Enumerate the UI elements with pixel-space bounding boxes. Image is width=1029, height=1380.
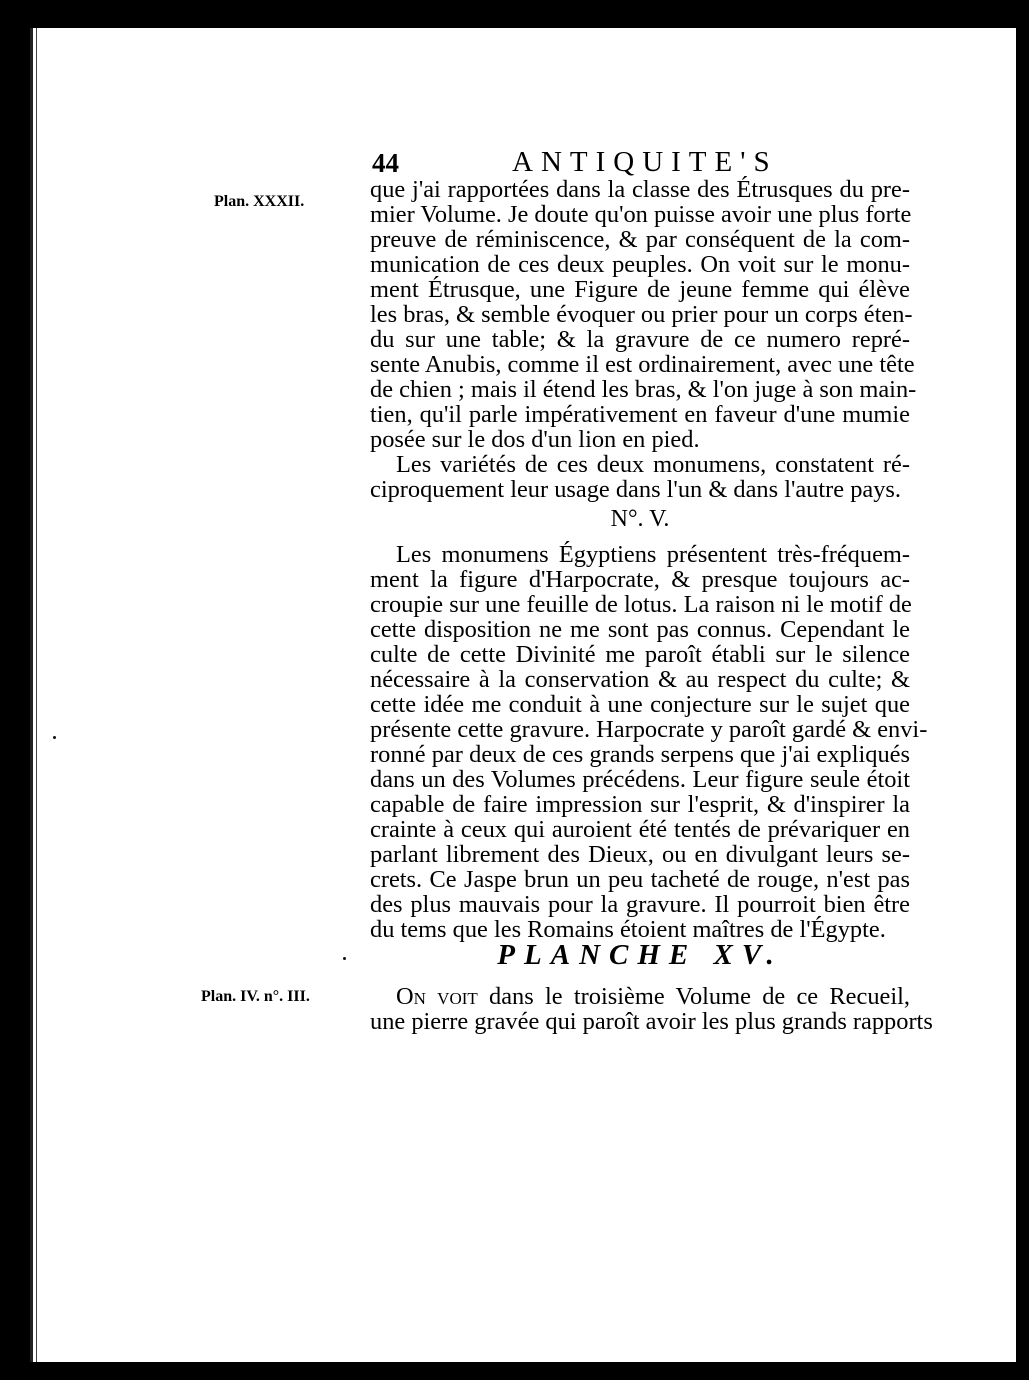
text-line: une pierre gravée qui paroît avoir les plus grands rapports <box>370 1008 933 1035</box>
text-line: de chien ; mais il étend les bras, & l'on juge à son main- <box>370 376 917 403</box>
book-page <box>30 28 1016 1362</box>
text-line: du tems que les Romains étoient maîtres de l'Égypte. <box>370 916 886 943</box>
text-line: Les monumens Égyptiens présentent très-fréquem- <box>396 541 910 568</box>
binding-edge <box>30 28 40 1362</box>
page-number: 44 <box>372 148 399 178</box>
text-line: crets. Ce Jaspe brun un peu tacheté de rouge, n'est pas <box>370 866 910 893</box>
speck-mark <box>343 957 346 960</box>
text-line: ciproquement leur usage dans l'un & dans l'autre pays. <box>370 476 902 503</box>
text-line: les bras, & semble évoquer ou prier pour un corps éten- <box>370 301 913 328</box>
small-caps-opening: On voit <box>396 983 478 1010</box>
text-line: ment Étrusque, une Figure de jeune femme qui élève <box>370 276 910 303</box>
text-line: présente cette gravure. Harpocrate y paroît gardé & envi- <box>370 716 928 743</box>
paragraph-1 <box>370 176 917 453</box>
running-title: ANTIQUITE'S <box>512 146 778 178</box>
text-line: que j'ai rapportées dans la classe des Étrusques du pre- <box>370 176 910 203</box>
text-line: cette disposition ne me sont pas connus. Cependant le <box>370 616 910 643</box>
paragraph-2 <box>370 452 910 502</box>
margin-note-plate-reference: Plan. XXXII. <box>214 193 305 210</box>
text-line: sente Anubis, comme il est ordinairement, avec une tête <box>370 351 915 378</box>
text-line: posée sur le dos d'un lion en pied. <box>370 426 700 453</box>
plate-heading: PLANCHE XV. <box>497 939 783 971</box>
text-line: du sur une table; & la gravure de ce numero repré- <box>370 326 910 353</box>
text-line: des plus mauvais pour la gravure. Il pourroit bien être <box>370 891 910 918</box>
text-line: crainte à ceux qui auroient été tentés de prévariquer en <box>370 816 910 843</box>
text-line: culte de cette Divinité me paroît établi sur le silence <box>370 641 910 668</box>
paragraph-4 <box>370 983 933 1035</box>
text-line: Les variétés de ces deux monumens, constatent ré- <box>396 451 910 478</box>
text-line: mier Volume. Je doute qu'on puisse avoir une plus forte <box>370 201 912 228</box>
text-line: parlant librement des Dieux, ou en divulgant leurs se- <box>370 841 910 868</box>
text-line <box>370 984 910 1009</box>
text-line: capable de faire impression sur l'esprit, & d'inspirer la <box>370 791 910 818</box>
text-line: dans un des Volumes précédens. Leur figure seule étoit <box>370 766 910 793</box>
speck-mark <box>53 736 56 739</box>
text-line: cette idée me conduit à une conjecture sur le sujet que <box>370 691 910 718</box>
text-line-rest: dans le troisième Volume de ce Recueil, <box>477 983 910 1010</box>
paragraph-3 <box>370 541 928 943</box>
text-line: nécessaire à la conservation & au respect du culte; & <box>370 666 910 693</box>
margin-note-plate-reference: Plan. IV. n°. III. <box>201 988 310 1005</box>
text-line: ronné par deux de ces grands serpens que j'ai expliqués <box>370 741 910 768</box>
text-line: ment la figure d'Harpocrate, & presque toujours ac- <box>370 566 910 593</box>
text-line: munication de ces deux peuples. On voit sur le monu- <box>370 251 910 278</box>
section-heading: N°. V. <box>610 506 670 532</box>
text-line: tien, qu'il parle impérativement en faveur d'une mumie <box>370 401 910 428</box>
text-line: croupie sur une feuille de lotus. La raison ni le motif de <box>370 591 912 618</box>
text-line: preuve de réminiscence, & par conséquent de la com- <box>370 226 910 253</box>
